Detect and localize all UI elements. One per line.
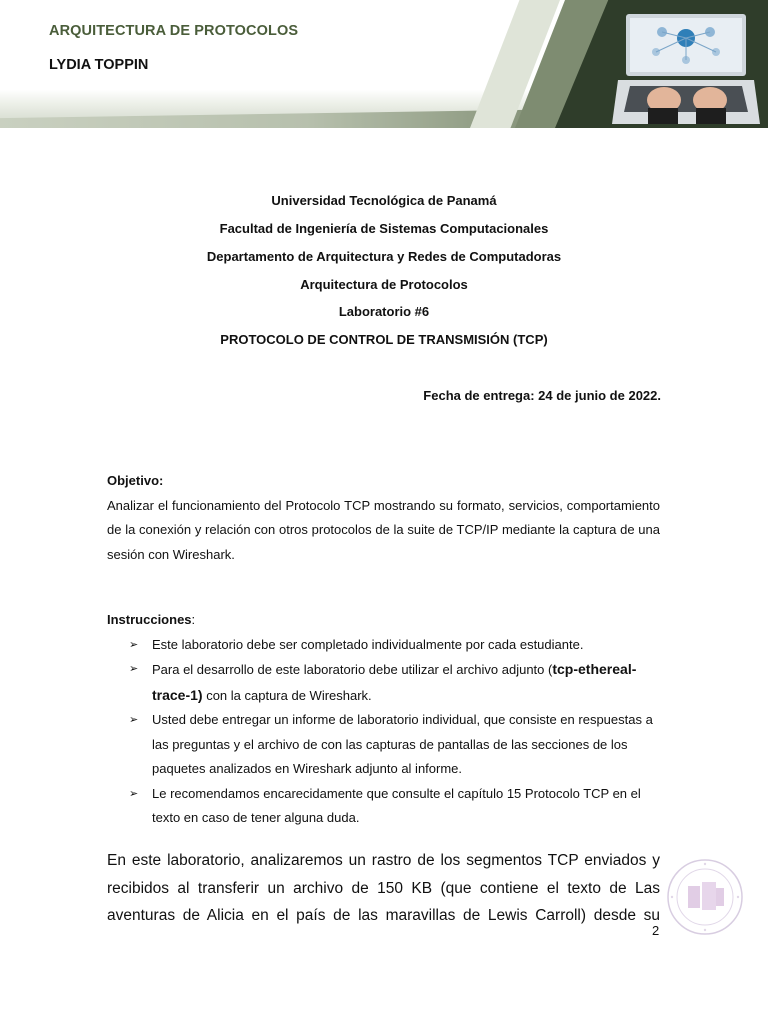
list-item <box>107 633 660 658</box>
instructions-heading: Instrucciones <box>107 612 192 627</box>
course-name: Arquitectura de Protocolos <box>300 277 468 292</box>
bullet-arrow-icon: ➢ <box>129 663 139 675</box>
instruction-text-after: con la captura de Wireshark. <box>202 687 372 703</box>
objective-text: Analizar el funcionamiento del Protocolo TCP mostrando su formato, servicios, comportamiento de la conexión y relación con otros protocolos de la suite de TCP/IP mediante la captura de una sesión con Wireshark. <box>107 497 660 562</box>
page-header <box>0 0 768 128</box>
list-item <box>107 657 660 708</box>
due-date: Fecha de entrega: 24 de junio de 2022. <box>423 388 661 403</box>
header-title: ARQUITECTURA DE PROTOCOLOS <box>49 23 299 39</box>
faculty-name: Facultad de Ingeniería de Sistemas Computacionales <box>219 221 549 236</box>
department-name: Departamento de Arquitectura y Redes de Computadoras <box>206 249 562 264</box>
header-author: LYDIA TOPPIN <box>49 57 149 73</box>
university-name: Universidad Tecnológica de Panamá <box>271 193 497 208</box>
instructions-heading-line <box>107 608 660 633</box>
attachment-filename: tcp-ethereal-trace-1) <box>152 661 637 703</box>
instructions-colon: : <box>191 612 196 627</box>
list-item <box>107 782 660 831</box>
instruction-text: Usted debe entregar un informe de laboratorio individual, que consiste en respuestas a las preguntas y el archivo de con las capturas de pantallas de las secciones de los paquetes analizados en Wireshark adjunto al informe. <box>152 712 653 776</box>
university-seal-icon <box>666 858 744 936</box>
instruction-text: Este laboratorio debe ser completado individualmente por cada estudiante. <box>152 636 584 652</box>
page-number: 2 <box>652 923 660 938</box>
instruction-text: Le recomendamos encarecidamente que consulte el capítulo 15 Protocolo TCP en el texto en caso de tener alguna duda. <box>152 785 641 825</box>
instructions-section <box>107 608 660 831</box>
bullet-arrow-icon: ➢ <box>129 787 139 800</box>
bullet-arrow-icon: ➢ <box>129 714 139 726</box>
objective-heading: Objetivo: <box>107 473 164 488</box>
bullet-arrow-icon: ➢ <box>129 638 139 651</box>
instruction-text-before: Para el desarrollo de este laboratorio debe utilizar el archivo adjunto ( <box>152 662 553 677</box>
instructions-list <box>107 633 660 831</box>
laptop-typing-photo-icon <box>612 8 760 124</box>
intro-paragraph: En este laboratorio, analizaremos un rastro de los segmentos TCP enviados y recibidos al transferir un archivo de 150 KB (que contiene el texto de Las aventuras de Alicia en el país de las maravillas de Lewis Carroll) desde su <box>107 852 660 924</box>
lab-title: PROTOCOLO DE CONTROL DE TRANSMISIÓN (TCP) <box>220 332 548 347</box>
objective-section <box>107 469 660 567</box>
lab-number: Laboratorio #6 <box>338 304 430 319</box>
list-item <box>107 708 660 782</box>
